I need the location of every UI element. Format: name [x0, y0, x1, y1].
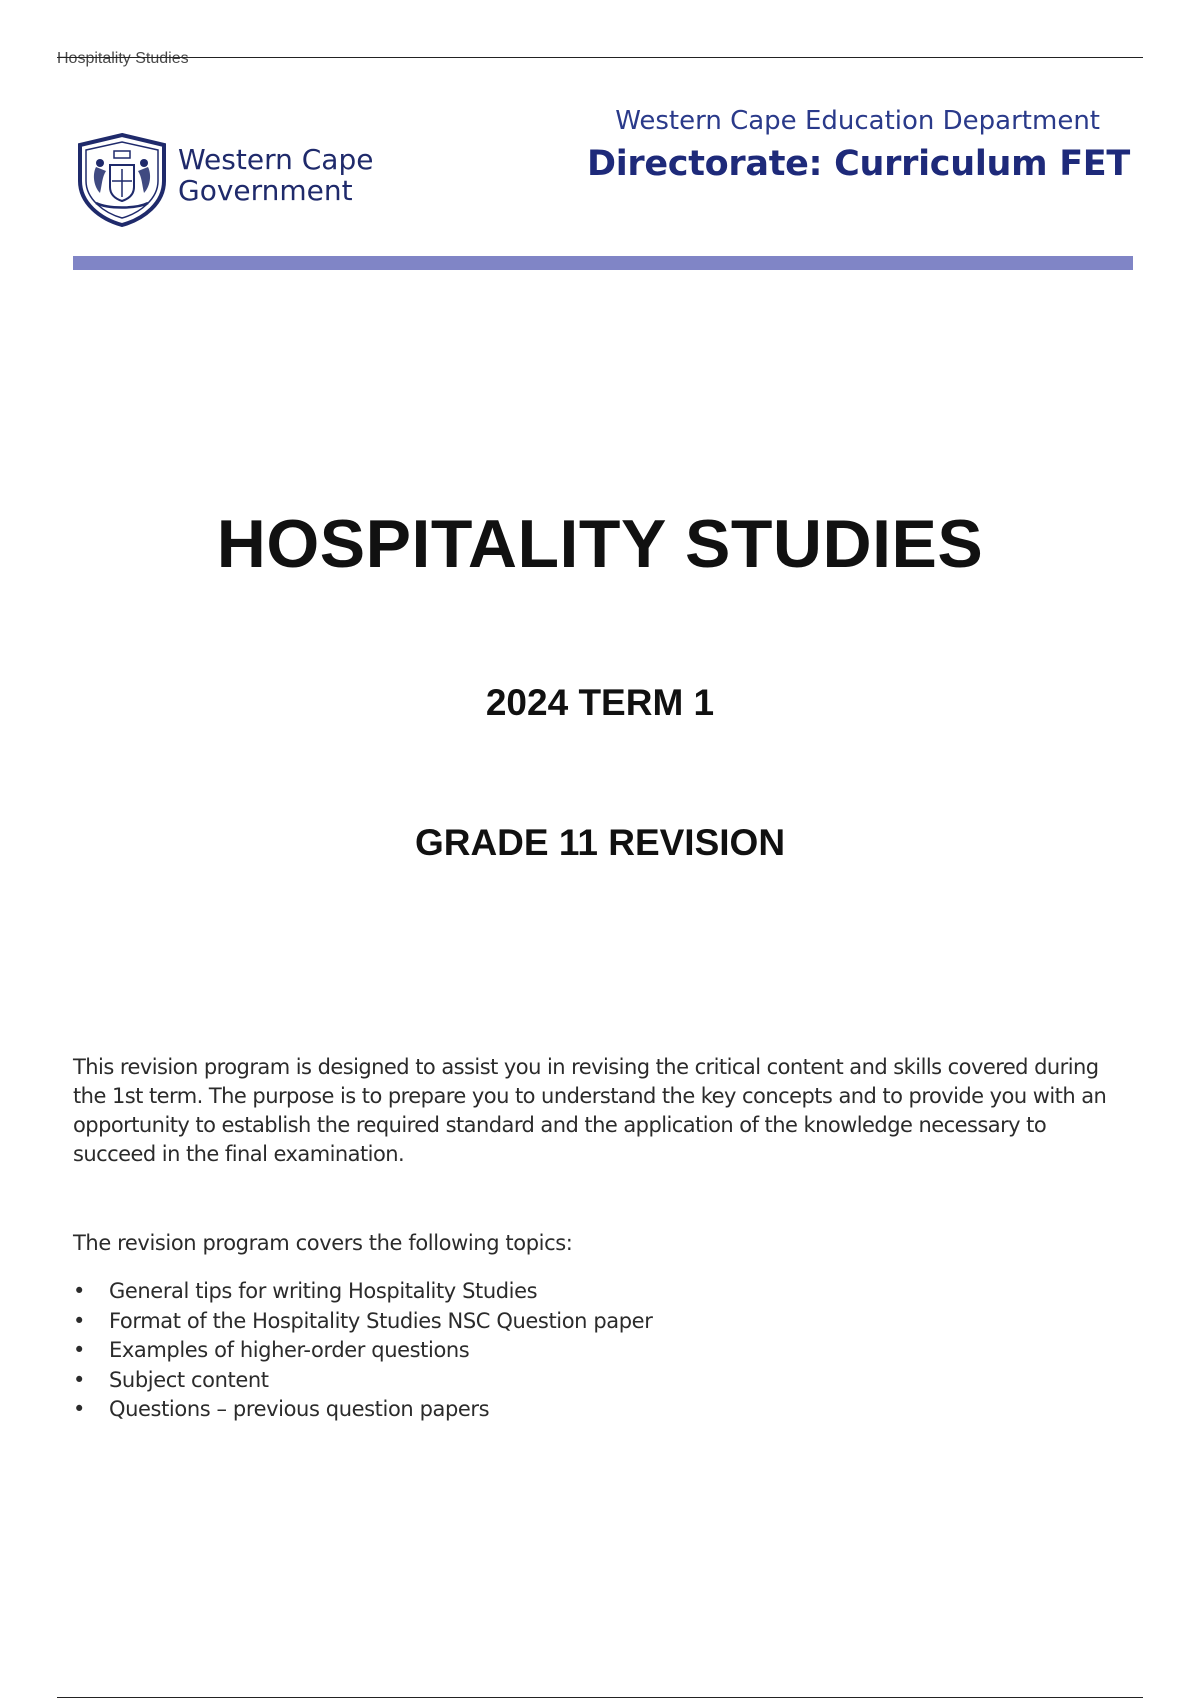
list-item	[73, 1307, 652, 1337]
logo-wordmark	[178, 144, 373, 206]
logo-line-1: Western Cape	[178, 143, 374, 176]
topic-text: Format of the Hospitality Studies NSC Question paper	[109, 1308, 653, 1333]
bullet-icon: •	[73, 1397, 85, 1421]
topics-list	[73, 1277, 652, 1425]
western-cape-government-logo	[74, 128, 404, 226]
bullet-icon: •	[73, 1367, 85, 1392]
banner-bar	[73, 256, 1133, 270]
department-block	[587, 106, 1130, 184]
grade-heading: GRADE 11 REVISION	[414, 822, 786, 863]
list-item	[73, 1366, 652, 1396]
bullet-icon: •	[73, 1279, 85, 1303]
topics-intro: The revision program covers the following topics:	[73, 1231, 573, 1255]
list-item	[73, 1277, 652, 1307]
list-item	[73, 1336, 652, 1366]
topic-text: Examples of higher-order questions	[109, 1338, 470, 1362]
department-name: Western Cape Education Department	[615, 106, 1100, 136]
list-item	[73, 1395, 652, 1425]
topic-text: Questions – previous question papers	[109, 1397, 490, 1421]
term-heading: 2024 TERM 1	[485, 682, 715, 723]
bullet-icon: •	[73, 1338, 85, 1362]
directorate-title: Directorate: Curriculum FET	[586, 144, 1130, 184]
coat-of-arms-icon	[74, 131, 170, 227]
document-title: HOSPITALITY STUDIES	[216, 506, 984, 582]
topic-text: Subject content	[109, 1367, 269, 1392]
running-header: Hospitality Studies	[57, 50, 189, 67]
logo-line-2: Government	[178, 174, 353, 207]
intro-paragraph: This revision program is designed to assist you in revising the critical content and skills covered during the 1st term. The purpose is to prepare you to understand the key concepts and to provide you with an opportunity to establish the required standard and the application of the knowledge necessary to succeed in the final examination.	[73, 1055, 1107, 1166]
header-rule	[57, 57, 1143, 58]
bullet-icon: •	[73, 1308, 85, 1333]
footer-rule	[57, 1697, 1143, 1698]
topic-text: General tips for writing Hospitality Studies	[109, 1279, 538, 1303]
